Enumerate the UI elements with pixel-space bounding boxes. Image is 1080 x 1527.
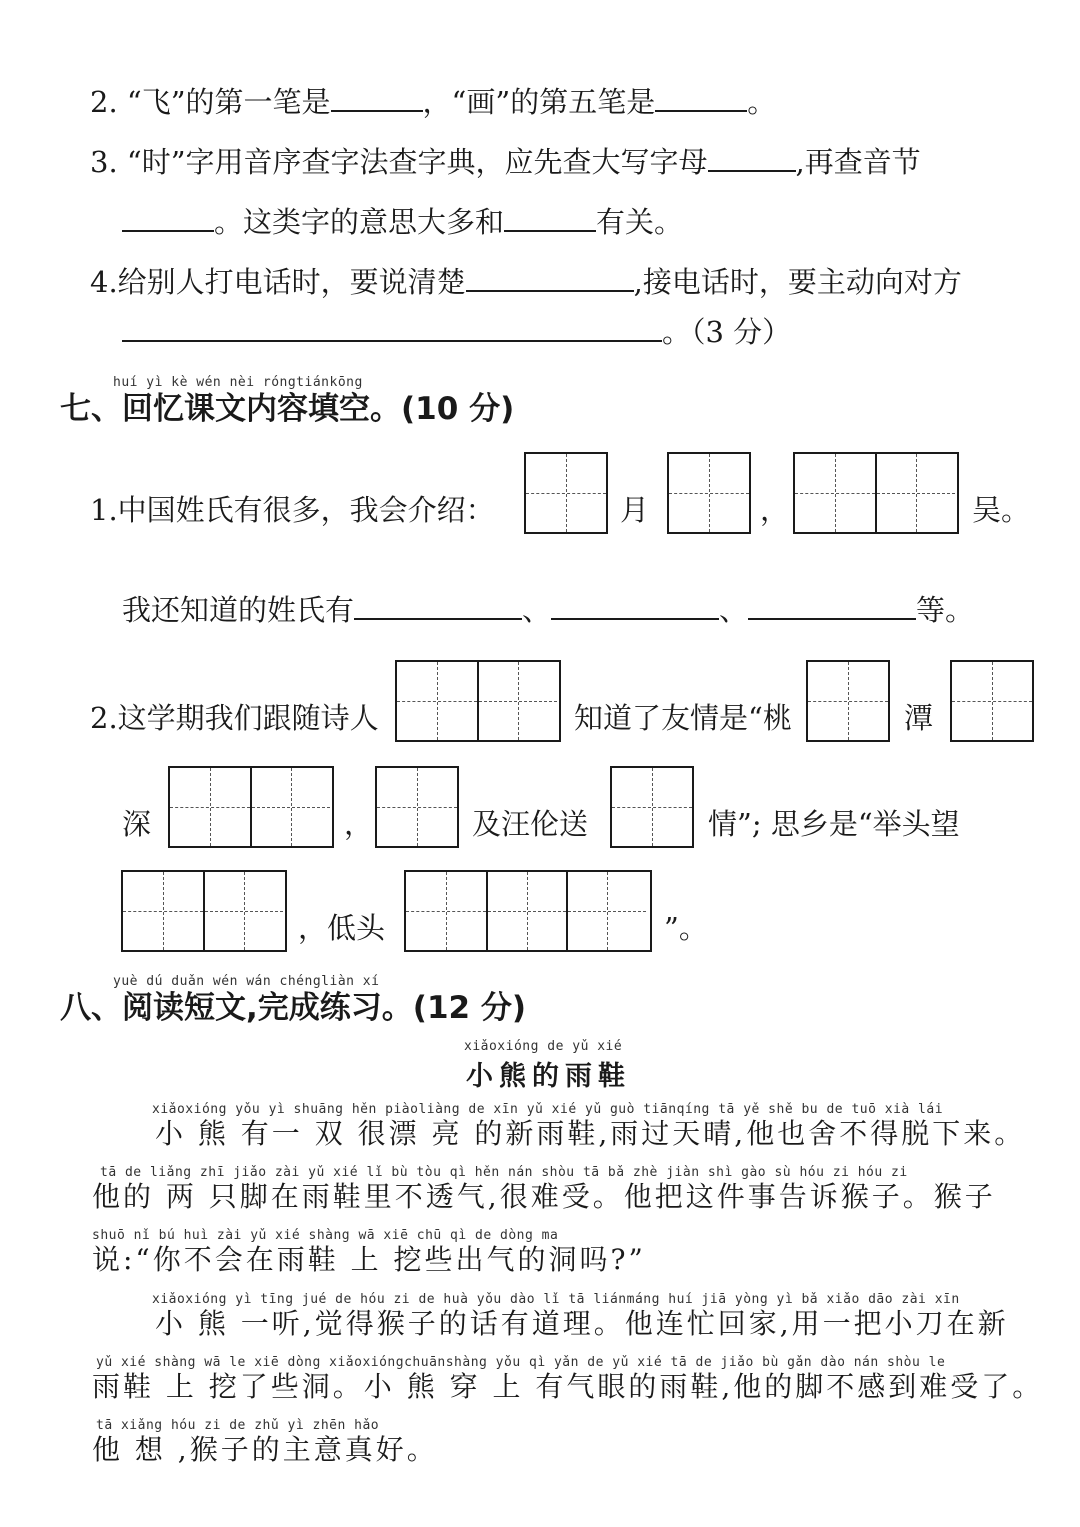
- answer-blank[interactable]: [708, 144, 796, 172]
- section-8-pinyin: yuè dú duǎn wén wán chéngliàn xí: [113, 974, 380, 989]
- s7-q2-text-c: 潭: [904, 701, 934, 735]
- story-line: 他的 两 只脚在雨鞋里不透气,很难受。他把这件事告诉猴子。猴子: [92, 1180, 996, 1213]
- question-4-line-2: [122, 314, 791, 350]
- s7-q2-text-h: ，低头: [298, 911, 386, 945]
- s7-q2-text-f: 及汪伦送: [472, 807, 589, 841]
- s7-q1-text-d: 吴。: [972, 493, 1031, 527]
- s7-q1-text-c: ，: [760, 493, 790, 527]
- s7-q1-line-2: [122, 592, 974, 628]
- answer-blank[interactable]: [551, 592, 719, 620]
- char-box-1[interactable]: [524, 452, 608, 534]
- answer-blank[interactable]: [122, 314, 662, 342]
- char-box-7[interactable]: [168, 766, 334, 848]
- char-box-3[interactable]: [793, 452, 959, 534]
- question-4-line-1: [90, 264, 962, 300]
- char-box-5[interactable]: [806, 660, 890, 742]
- question-3-text-b: ,再查音节: [795, 145, 921, 179]
- char-box-2[interactable]: [667, 452, 751, 534]
- question-3-text-c: 。这类字的意思大多和: [214, 205, 505, 239]
- s7-q2-text-d: 深: [122, 807, 152, 841]
- s7-q2-text-g: 情”; 思乡是“举头望: [708, 807, 960, 841]
- answer-blank[interactable]: [504, 204, 596, 232]
- char-box-10[interactable]: [121, 870, 287, 952]
- question-3-text-a: 3. “时”字用音序查字法查字典，应先查大写字母: [90, 145, 708, 179]
- s7-q2-text-i: ”。: [664, 911, 708, 945]
- question-3-line-1: [90, 144, 921, 180]
- s7-q2-text-b: 知道了友情是“桃: [574, 701, 792, 735]
- char-box-11[interactable]: [404, 870, 652, 952]
- s7-q1-text-a: 1.中国姓氏有很多，我会介绍：: [90, 493, 495, 527]
- story-title-pinyin: xiǎoxióng de yǔ xié: [464, 1039, 623, 1054]
- question-3-line-2: [122, 204, 683, 240]
- question-3-text-d: 有关。: [596, 205, 684, 239]
- char-box-6[interactable]: [950, 660, 1034, 742]
- s7-q1-text-f: 、: [522, 593, 552, 627]
- answer-blank[interactable]: [655, 84, 747, 112]
- section-7-pinyin: huí yì kè wén nèi róngtiánkōng: [113, 375, 363, 390]
- s7-q1-text-h: 等。: [916, 593, 975, 627]
- question-2-text-a: 2. “飞”的第一笔是: [90, 85, 331, 119]
- s7-q1-text-e: 我还知道的姓氏有: [122, 593, 355, 627]
- char-box-9[interactable]: [610, 766, 694, 848]
- s7-q2-text-e: ，: [344, 807, 374, 841]
- story-line-pinyin: yǔ xié shàng wā le xiē dòng xiǎoxióngchuānshàng yǒu qì yǎn de yǔ xié tā de jiǎo bù gǎn dào nán shòu le: [96, 1355, 946, 1370]
- story-line: 雨鞋 上 挖了些洞。小 熊 穿 上 有气眼的雨鞋,他的脚不感到难受了。: [92, 1370, 1044, 1403]
- question-4-text-a: 4.给别人打电话时，要说清楚: [90, 265, 466, 299]
- story-line-pinyin: xiǎoxióng yì tīng jué de hóu zi de huà yǒu dào lǐ tā liánmáng huí jiā yòng yì bǎ xiǎo dāo zài xīn: [152, 1292, 960, 1307]
- story-line: 小 熊 一听,觉得猴子的话有道理。他连忙回家,用一把小刀在新: [155, 1307, 1009, 1340]
- answer-blank[interactable]: [122, 204, 214, 232]
- answer-blank[interactable]: [748, 592, 916, 620]
- story-line: 小 熊 有一 双 很漂 亮 的新雨鞋,雨过天晴,他也舍不得脱下来。: [155, 1117, 1026, 1150]
- section-7-title: 七、回忆课文内容填空。(10 分): [60, 391, 515, 427]
- char-box-4[interactable]: [395, 660, 561, 742]
- answer-blank[interactable]: [354, 592, 522, 620]
- story-line-pinyin: shuō nǐ bú huì zài yǔ xié shàng wā xiē chū qì de dòng ma: [92, 1228, 559, 1243]
- answer-blank[interactable]: [331, 84, 423, 112]
- question-4-text-b: ,接电话时，要主动向对方: [633, 265, 962, 299]
- question-4-text-c: 。（3 分）: [662, 315, 792, 349]
- section-8-title: 八、阅读短文,完成练习。(12 分): [60, 990, 527, 1026]
- question-2: [90, 84, 776, 120]
- story-line-pinyin: tā de liǎng zhī jiǎo zài yǔ xié lǐ bù tòu qì hěn nán shòu tā bǎ zhè jiàn shì gào sù hóu zi hóu zi: [100, 1165, 908, 1180]
- s7-q2-text-a: 2.这学期我们跟随诗人: [90, 701, 379, 735]
- s7-q1-text-b: 月: [620, 493, 650, 527]
- story-line: 他 想 ,猴子的主意真好。: [92, 1433, 438, 1466]
- s7-q1-text-g: 、: [719, 593, 749, 627]
- story-title: 小熊的雨鞋: [466, 1061, 631, 1092]
- answer-blank[interactable]: [466, 264, 634, 292]
- question-2-text-b: ，“画”的第五笔是: [422, 85, 656, 119]
- story-line-pinyin: xiǎoxióng yǒu yì shuāng hěn piàoliàng de xīn yǔ xié yǔ guò tiānqíng tā yě shě bu de tuō xià lái: [152, 1102, 944, 1117]
- char-box-8[interactable]: [375, 766, 459, 848]
- story-line: 说:“你不会在雨鞋 上 挖些出气的洞吗?”: [92, 1243, 646, 1276]
- story-line-pinyin: tā xiǎng hóu zi de zhǔ yì zhēn hǎo: [96, 1418, 380, 1433]
- question-2-text-c: 。: [747, 85, 777, 119]
